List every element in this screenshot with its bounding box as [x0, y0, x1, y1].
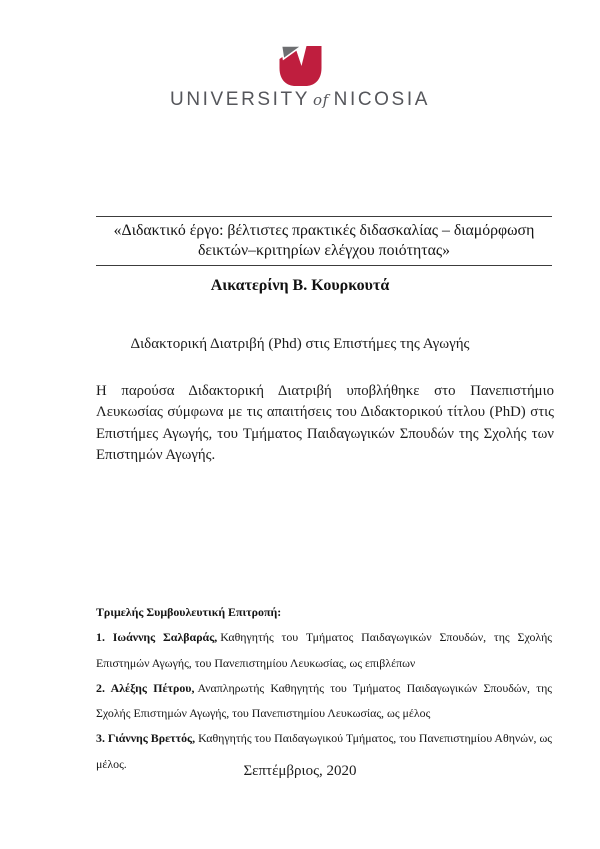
wordmark-nicosia: NICOSIA [333, 89, 430, 110]
author-name: Αικατερίνη Β. Κουρκουτά [210, 277, 390, 294]
committee-member-2 [96, 676, 552, 727]
committee-member-3-name: 3. Γιάννης Βρεττός, [96, 731, 196, 746]
committee-member-3-role: Καθηγητής του Παιδαγωγικού Τμήματος, του Πανεπιστημίου Αθηνών, ως μέλος. [96, 731, 552, 771]
degree-line: Διδακτορική Διατριβή (Phd) στις Επιστήμες της Αγωγής [130, 336, 470, 352]
thesis-title-text: «Διδακτικό έργο: βέλτιστες πρακτικές διδασκαλίας – διαμόρφωση δεικτών–κριτηρίων ελέγχου ποιότητας» [113, 222, 535, 259]
university-logo-wordmark [0, 89, 600, 111]
wordmark-of: of [313, 91, 329, 109]
committee-member-1-name: 1. Ιωάννης Σαλβαράς, [96, 630, 218, 645]
university-logo-mark-icon [277, 44, 324, 88]
committee-member-2-role: Αναπληρωτής Καθηγητής του Τμήματος Παιδαγωγικών Σπουδών, της Σχολής Επιστημών Αγωγής, του Πανεπιστημίου Λευκωσίας, ως μέλος [96, 680, 552, 721]
committee-heading: Τριμελής Συμβουλευτική Επιτροπή: [96, 605, 282, 619]
submission-date: Σεπτέμβριος, 2020 [243, 763, 357, 779]
university-logo [0, 44, 600, 111]
submission-paragraph: Η παρούσα Διδακτορική Διατριβή υποβλήθηκε στο Πανεπιστήμιο Λευκωσίας σύμφωνα με τις απαιτήσεις του Διδακτορικού τίτλου (PhD) στις Επιστήμες Αγωγής, του Τμήματος Παιδαγωγικών Σπουδών της Σχολής των Επιστημών Αγωγής. [96, 383, 554, 463]
advisory-committee [96, 600, 552, 777]
committee-member-2-name: 2. Αλέξης Πέτρου, [96, 680, 195, 695]
wordmark-university: UNIVERSITY [170, 89, 311, 110]
thesis-title [96, 216, 552, 266]
committee-member-1 [96, 625, 552, 676]
committee-member-1-role: Καθηγητής του Τμήματος Παιδαγωγικών Σπουδών, της Σχολής Επιστημών Αγωγής, του Πανεπιστημίου Λευκωσίας, ως επιβλέπων [96, 630, 552, 670]
